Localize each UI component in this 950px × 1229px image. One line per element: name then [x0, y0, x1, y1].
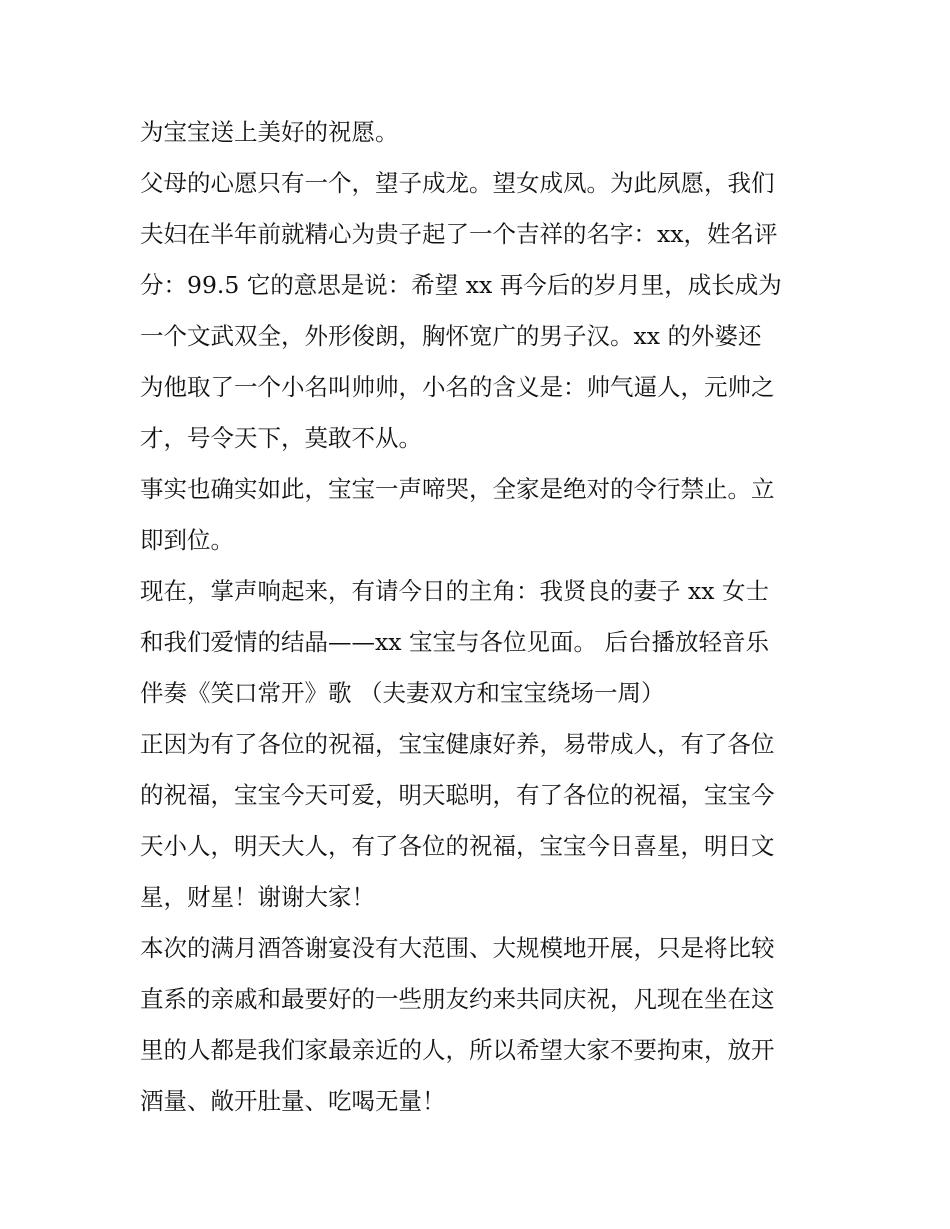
- text-line: 为他取了一个小名叫帅帅，小名的含义是：帅气逼人，元帅之: [140, 373, 775, 401]
- text-line: 的祝福，宝宝今天可爱，明天聪明，有了各位的祝福，宝宝今: [140, 781, 775, 809]
- text-line: 事实也确实如此，宝宝一声啼哭，全家是绝对的令行禁止。立: [140, 475, 775, 503]
- text-line: 伴奏《笑口常开》歌 （夫妻双方和宝宝绕场一周）: [140, 679, 665, 707]
- text-line: 一个文武双全，外形俊朗，胸怀宽广的男子汉。xx 的外婆还: [140, 322, 762, 350]
- text-line: 为宝宝送上美好的祝愿。: [140, 118, 399, 146]
- text-line: 直系的亲戚和最要好的一些朋友约来共同庆祝，凡现在坐在这: [140, 985, 775, 1013]
- text-line: 里的人都是我们家最亲近的人，所以希望大家不要拘束，放开: [140, 1036, 775, 1064]
- text-line: 本次的满月酒答谢宴没有大范围、大规模地开展，只是将比较: [140, 934, 775, 962]
- text-line: 即到位。: [140, 526, 234, 554]
- text-line: 才，号令天下，莫敢不从。: [140, 424, 422, 452]
- text-line: 天小人，明天大人，有了各位的祝福，宝宝今日喜星，明日文: [140, 832, 775, 860]
- document-body: [140, 107, 820, 1127]
- text-line: 父母的心愿只有一个，望子成龙。望女成凤。为此夙愿，我们: [140, 169, 775, 197]
- text-line: 分：99.5 它的意思是说：希望 xx 再今后的岁月里，成长成为: [140, 271, 782, 299]
- text-line: 夫妇在半年前就精心为贵子起了一个吉祥的名字：xx，姓名评: [140, 220, 778, 248]
- text-line: 星，财星！谢谢大家！: [140, 883, 375, 911]
- text-line: 正因为有了各位的祝福，宝宝健康好养，易带成人，有了各位: [140, 730, 775, 758]
- text-line: 现在，掌声响起来，有请今日的主角：我贤良的妻子 xx 女士: [140, 577, 769, 605]
- text-line: 和我们爱情的结晶——xx 宝宝与各位见面。 后台播放轻音乐: [140, 628, 769, 656]
- text-line: 酒量、敞开肚量、吃喝无量！: [140, 1087, 446, 1115]
